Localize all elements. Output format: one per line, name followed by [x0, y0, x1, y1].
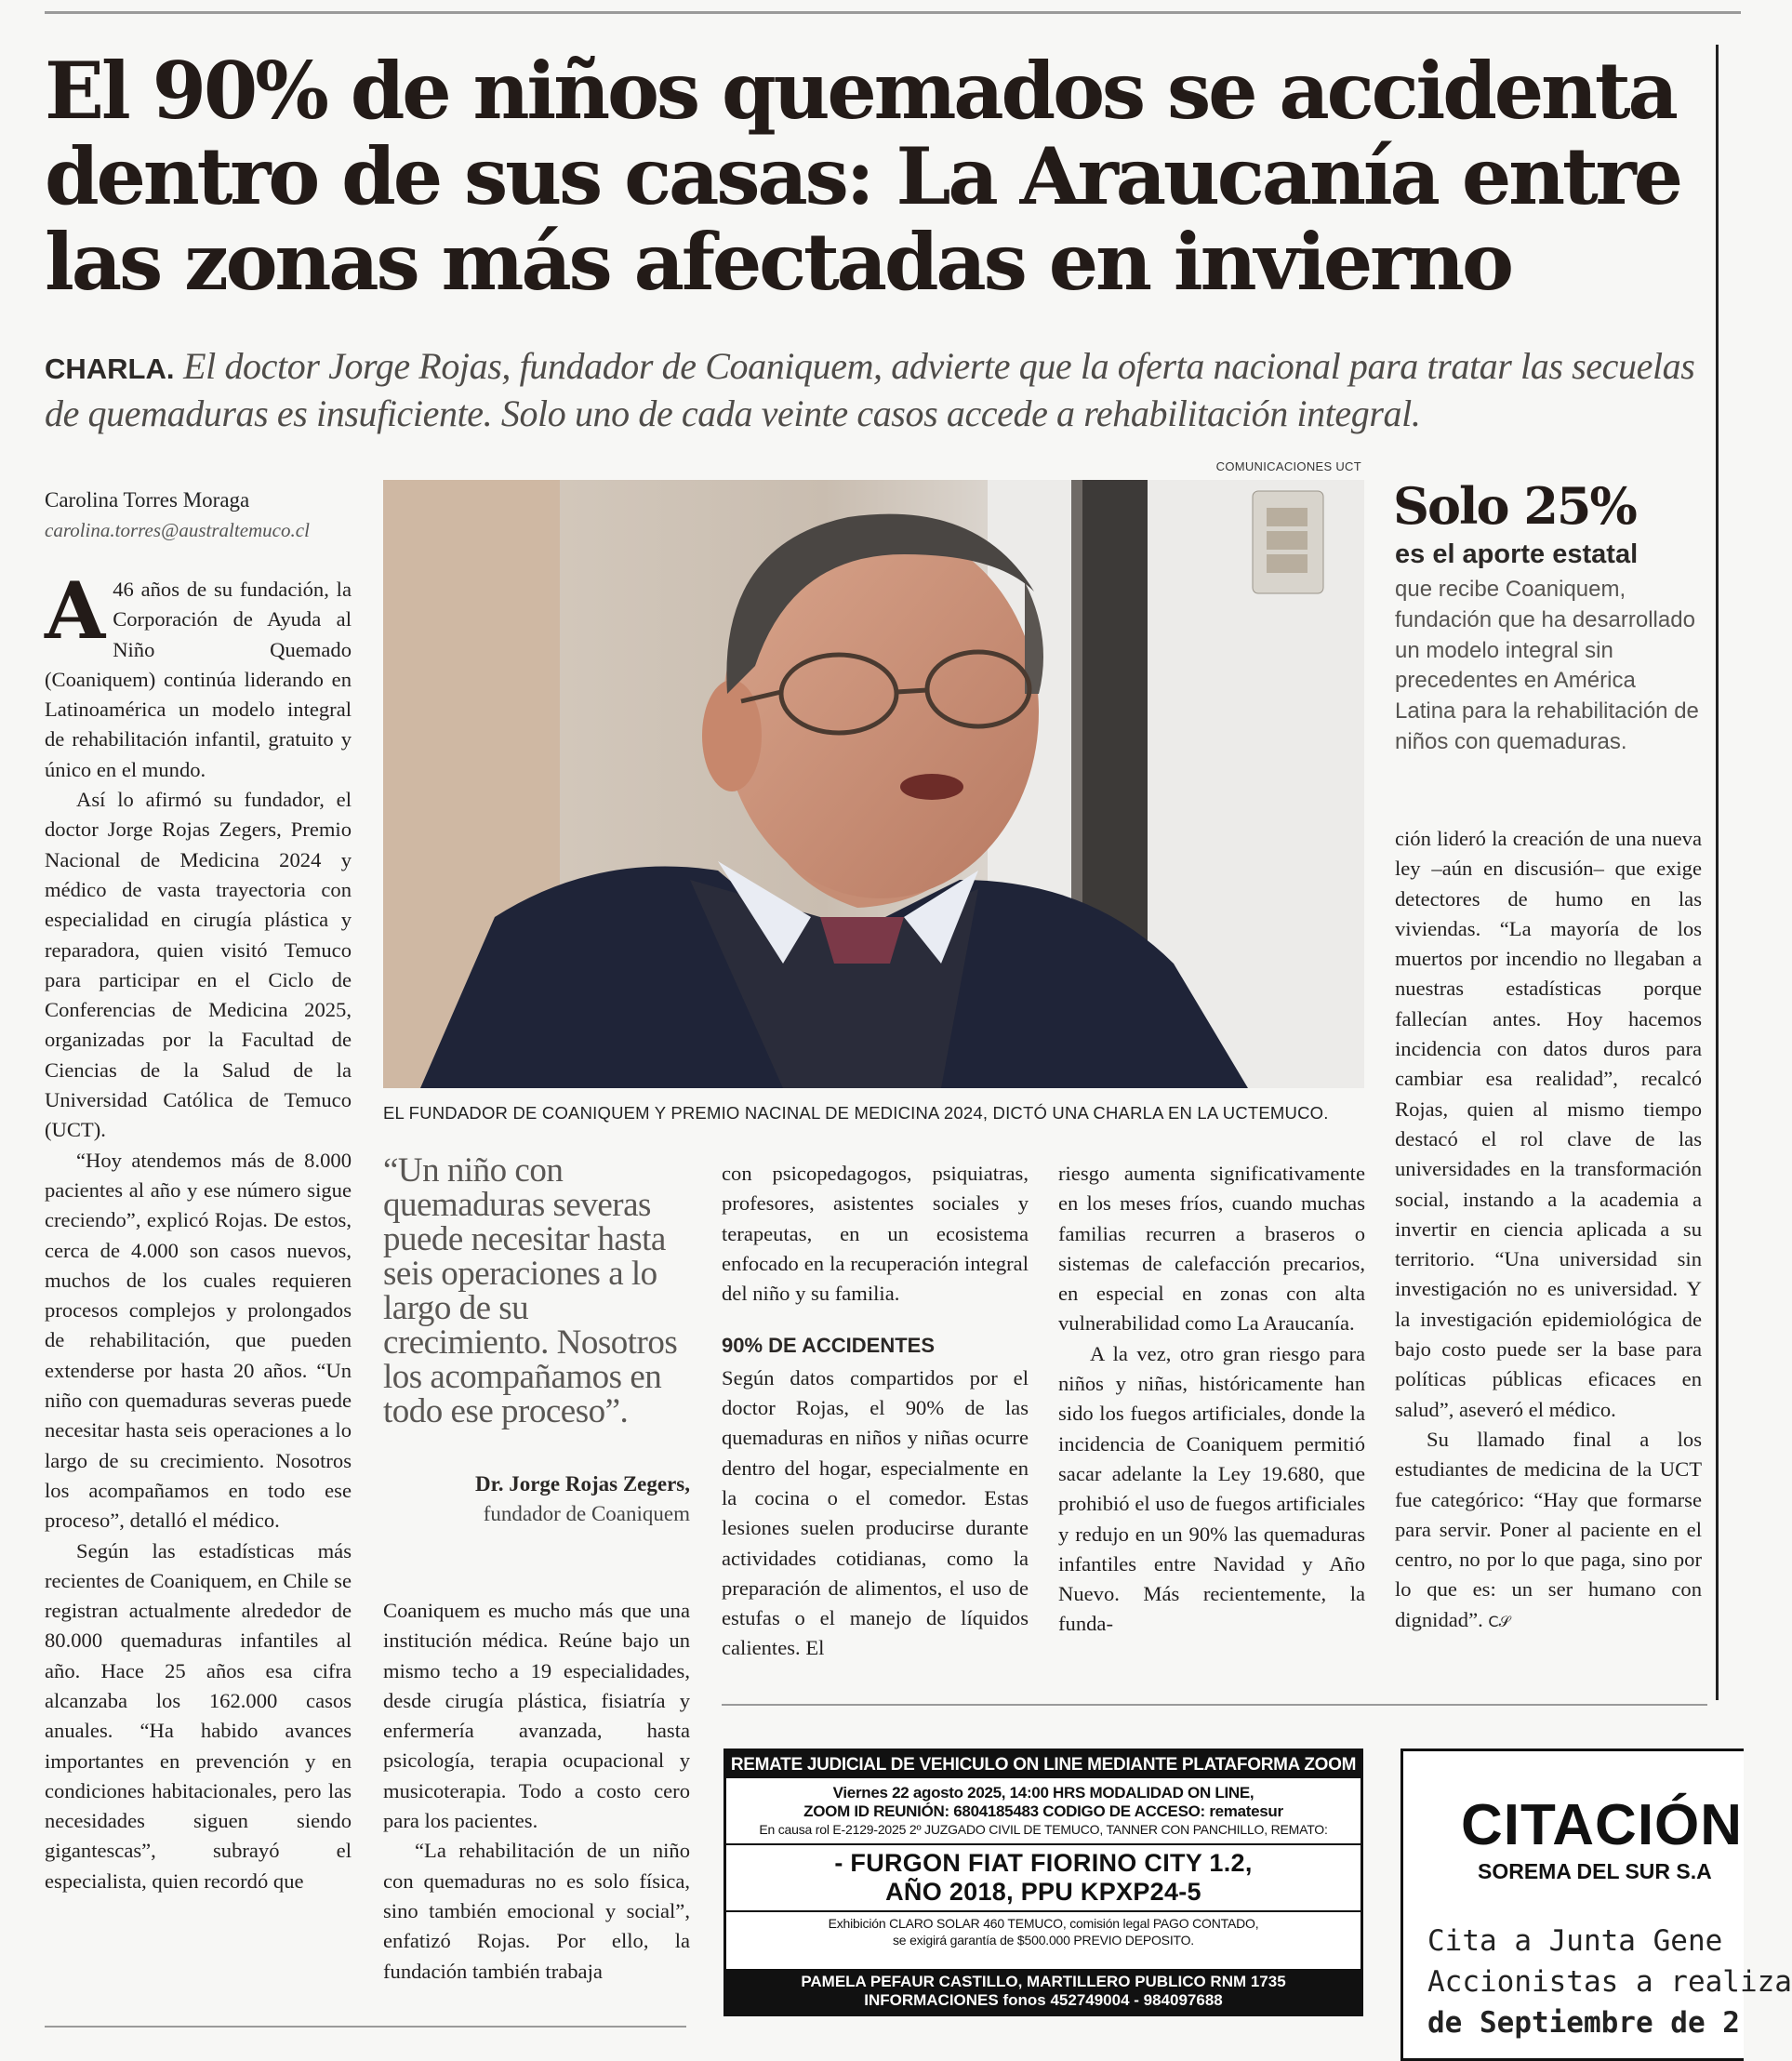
ad-line: Exhibición CLARO SOLAR 460 TEMUCO, comisión legal PAGO CONTADO,: [828, 1916, 1259, 1931]
ad-line: En causa rol E-2129-2025 2º JUZGADO CIVIL DE TEMUCO, TANNER CON PANCHILLO, REMATO:: [759, 1822, 1328, 1837]
deck-text: El doctor Jorge Rojas, fundador de Coaniquem, advierte que la oferta nacional para tratar las secuelas de quemaduras es insuficiente. Solo uno de cada veinte casos accede a rehabilitación integral.: [45, 345, 1695, 434]
article-col-2: [383, 1596, 690, 1987]
ad-line: ZOOM ID REUNIÓN: 6804185483 CODIGO DE ACCESO: rematesur: [803, 1802, 1283, 1820]
citation-notice: [1400, 1749, 1792, 2061]
column-rule: [1716, 45, 1719, 1700]
article-paragraph: A la vez, otro gran riesgo para niños y niñas, históricamente han sido los fuegos artificiales, donde la incidencia de Coaniquem permitió sacar adelante la Ley 19.680, que prohibió el uso de fuegos artificiales y redujo en un 90% las quemaduras infantiles entre Navidad y Año Nuevo. Más recientemente, la funda-: [1058, 1341, 1365, 1636]
article-col-5: [1395, 824, 1702, 1637]
ad-vehicle: - FURGON FIAT FIORINO CITY 1.2, AÑO 2018, PPU KPXP24-5: [726, 1843, 1361, 1912]
article-paragraph: A 46 años de su fundación, la Corporación de Ayuda al Niño Quemado (Coaniquem) continúa liderando en Latinoamérica un modelo integral de rehabilitación infantil, gratuito y único en el mundo.: [45, 565, 352, 781]
stat-description: que recibe Coaniquem, fundación que ha desarrollado un modelo integral sin precedentes en América Latina para la rehabilitación de niños con quemaduras.: [1395, 577, 1699, 754]
article-col-1: [45, 565, 352, 1896]
author-email[interactable]: carolina.torres@australtemuco.cl: [45, 519, 310, 541]
article-paragraph: riesgo aumenta significativamente en los meses fríos, cuando muchas familias recurren a braseros o sistemas de calefacción precarios, en especial en zonas con alta vulnerabilidad como La Araucanía.: [1058, 1162, 1365, 1336]
article-paragraph: “La rehabilitación de un niño con quemaduras no es solo física, sino también emocional y social”, enfatizó Rojas. Por ello, la fundación también trabaja: [383, 1839, 690, 1983]
stat-figure: Solo 25%: [1393, 476, 1636, 536]
article-col-4: [1058, 1159, 1365, 1640]
pull-quote: “Un niño con quemaduras severas puede necesitar hasta seis operaciones a lo largo de su crecimiento. Nosotros los acompañamos en todo ese proceso”.: [383, 1151, 678, 1430]
article-paragraph: con psicopedagogos, psiquiatras, profesores, asistentes sociales y terapeutas, en un ecosistema enfocado en la recuperación integral del niño y su familia.: [722, 1162, 1029, 1306]
notice-title: CITACIÓN: [1461, 1793, 1744, 1857]
pull-quote-role: fundador de Coaniquem: [483, 1502, 690, 1525]
notice-company: SOREMA DEL SUR S.A: [1478, 1859, 1712, 1883]
article-paragraph: Así lo afirmó su fundador, el doctor Jorge Rojas Zegers, Premio Nacional de Medicina 2024 y médico de vasta trayectoria con especialidad en cirugía plástica y reparadora, quien visitó Temuco para participar en el Ciclo de Conferencias de Medicina 2025, organizadas por la Facultad de Ciencias de la Salud de la Universidad Católica de Temuco (UCT).: [45, 788, 352, 1142]
photo-credit: COMUNICACIONES UCT: [1215, 459, 1361, 473]
section-subhead: 90% DE ACCIDENTES: [722, 1334, 936, 1358]
bottom-rule: [45, 2026, 686, 2028]
byline: [45, 485, 352, 545]
ad-footer: PAMELA PEFAUR CASTILLO, MARTILLERO PUBLICO RNM 1735 INFORMACIONES fonos 452749004 - 984097688: [726, 1969, 1361, 2014]
notice-body: Cita a Junta Gene Accionistas a realiza de Septiembre de 2: [1427, 1924, 1792, 2040]
article-paragraph: Según datos compartidos por el doctor Rojas, el 90% de las quemaduras en niños y niñas ocurre dentro del hogar, especialmente en la cocina o el comedor. Estas lesiones suelen producirse durante actividades cotidianas, como la preparación de alimentos, el uso de estufas o el manejo de líquidos calientes. El: [722, 1365, 1029, 1660]
stat-subtitle: es el aporte estatal: [1395, 539, 1639, 569]
article-paragraph: Según las estadísticas más recientes de Coaniquem, en Chile se registran actualmente alrededor de 80.000 quemaduras infantiles al año. Hace 25 años esa cifra alcanzaba los 162.000 casos anuales. “Ha habido avances importantes en prevención y en condiciones habitacionales, pero las necesidades siguen siendo gigantescas”, subrayó el especialista, quien recordó que: [45, 1538, 352, 1893]
article-col-3: [722, 1159, 1029, 1664]
end-mark-icon: C𝒮: [1488, 1612, 1510, 1630]
ad-line: se exigirá garantía de $500.000 PREVIO DEPOSITO.: [893, 1933, 1194, 1948]
article-paragraph: ción lideró la creación de una nueva ley –aún en discusión– que exige detectores de humo en las viviendas. “La mayoría de los muertos por incendio no llegaban a nuestras estadísticas porque fallecían antes. Hoy hacemos incidencia con datos duros para cambiar esa realidad”, recalcó Rojas, quien al mismo tiempo destacó el rol clave de las universidades en la transformación social, instando a la academia a invertir en ciencia aplicada a su territorio. “Una universidad sin investigación no es universidad. Y la investigación epidemiológica de bajo costo puede ser la base para políticas públicas eficaces en salud”, aseveró el médico.: [1395, 827, 1702, 1421]
auction-ad: [723, 1749, 1363, 2016]
ad-title: REMATE JUDICIAL DE VEHICULO ON LINE MEDIANTE PLATAFORMA ZOOM: [726, 1751, 1361, 1778]
pull-quote-name: Dr. Jorge Rojas Zegers,: [474, 1472, 690, 1496]
author-name: Carolina Torres Moraga: [45, 488, 250, 512]
article-paragraph: Coaniquem es mucho más que una institución médica. Reúne bajo un mismo techo a 19 especialidades, desde cirugía plástica, fisiatría y enfermería avanzada, hasta psicología, terapia ocupacional y musicoterapia. Todo a costo cero para los pacientes.: [383, 1599, 690, 1833]
article-paragraph: “Hoy atendemos más de 8.000 pacientes al año y ese número sigue creciendo”, explicó Rojas. De estos, cerca de 4.000 son casos nuevos, muchos de los cuales requieren procesos complejos y prolongados de rehabilitación, que pueden extenderse por hasta 20 años. “Un niño con quemaduras severas puede necesitar hasta seis operaciones a lo largo de su crecimiento. Nosotros los acompañamos en todo ese proceso”, detalló el médico.: [45, 1148, 352, 1533]
portrait-illustration: [383, 480, 1364, 1088]
article-paragraph: Su llamado final a los estudiantes de medicina de la UCT fue categórico: “Hay que formarse para servir. Poner al paciente en el centro, no por lo que paga, sino por lo que es: un ser humano con dignidad”. C𝒮: [1395, 1427, 1702, 1631]
headline: El 90% de niños quemados se accidenta dentro de sus casas: La Araucanía entre las zonas más afectadas en invierno: [45, 45, 1680, 308]
photo-caption: EL FUNDADOR DE COANIQUEM Y PREMIO NACINAL DE MEDICINA 2024, DICTÓ UNA CHARLA EN LA UCTEMUCO.: [383, 1103, 1329, 1123]
section-divider: [722, 1704, 1707, 1706]
deck-kicker: CHARLA.: [45, 352, 175, 385]
article-photo: [383, 480, 1364, 1088]
drop-cap: A: [45, 565, 106, 657]
deck: [45, 344, 1700, 436]
ad-line: Viernes 22 agosto 2025, 14:00 HRS MODALIDAD ON LINE,: [832, 1784, 1254, 1802]
top-rule: [45, 11, 1741, 14]
